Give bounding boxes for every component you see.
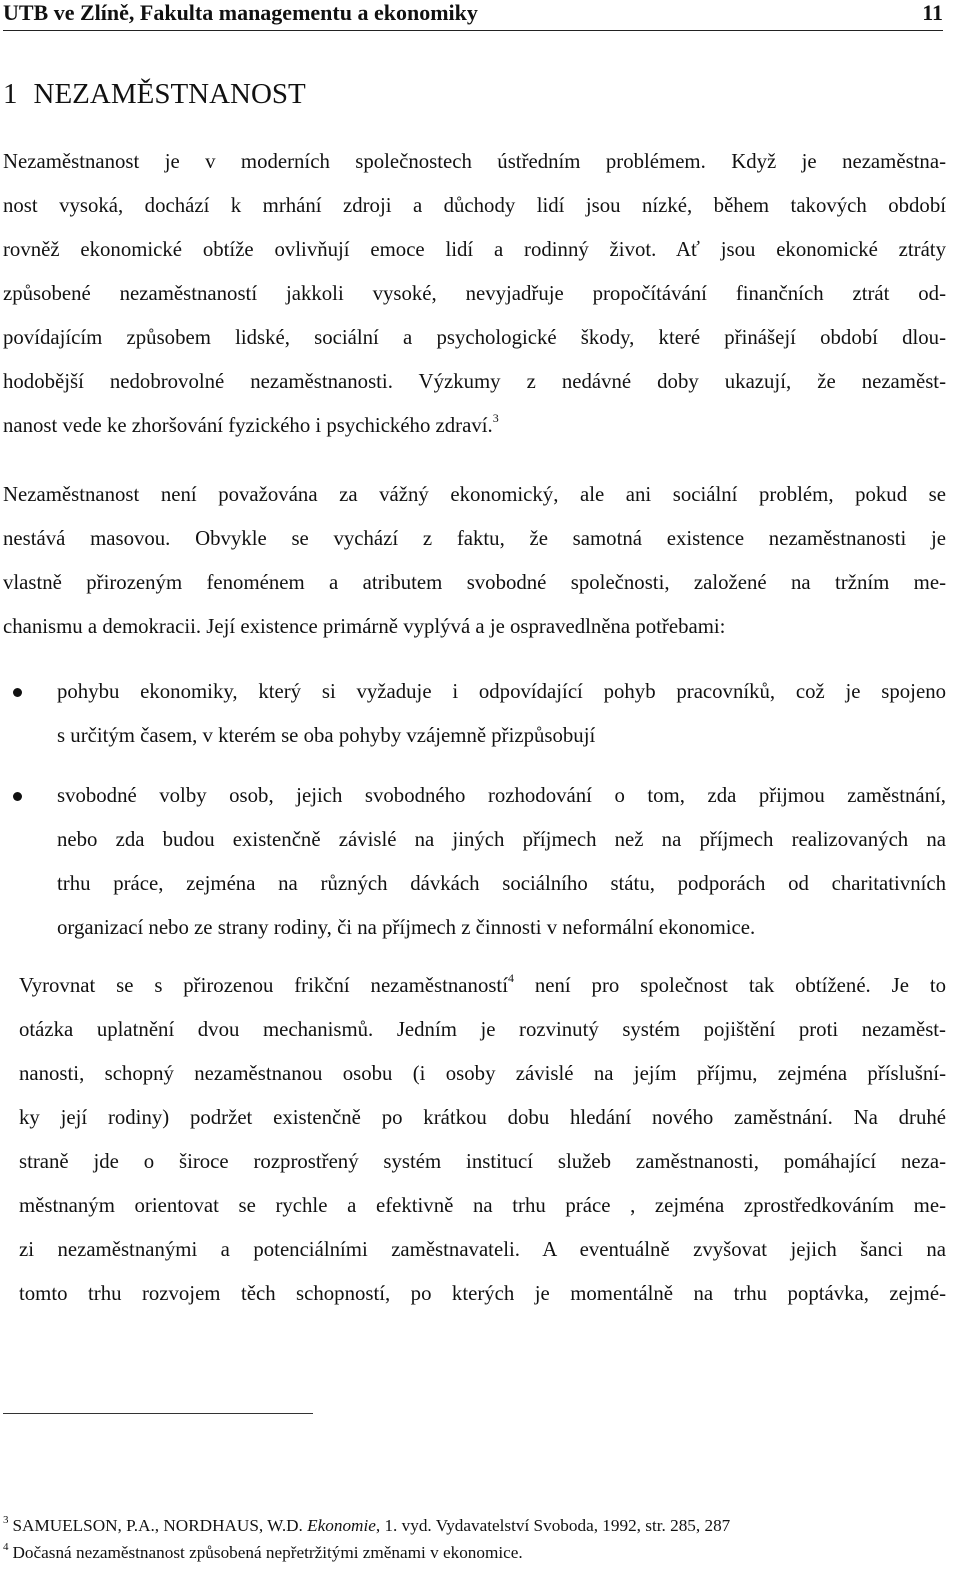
paragraph-line: tomto trhu rozvojem těch schopností, po kterých je momentálně na trhu poptávka, zejmé-	[19, 1282, 946, 1305]
running-header	[3, 0, 943, 28]
list-item	[3, 670, 946, 758]
list-item-line: svobodné volby osob, jejich svobodného rozhodování o tom, zda přijmou zaměstnání,	[57, 784, 946, 807]
paragraph-unemployment-social	[3, 473, 946, 649]
list-item-line: pohybu ekonomiky, který si vyžaduje i odpovídající pohyb pracovníků, což je spojeno	[57, 680, 946, 703]
footnote-book-title: Ekonomie	[307, 1516, 376, 1535]
paragraph-line	[19, 964, 946, 1008]
footnote-text: SAMUELSON, P.A., NORDHAUS, W.D.	[12, 1516, 308, 1535]
list-item-line: s určitým časem, v kterém se oba pohyby vzájemně přizpůsobují	[57, 724, 596, 747]
footnote-separator	[3, 1413, 313, 1414]
paragraph-line: otázka uplatnění dvou mechanismů. Jedním je rozvinutý systém pojištění proti nezaměst-	[19, 1018, 946, 1041]
list-item-line: trhu práce, zejména na různých dávkách sociálního státu, podporách od charitativních	[57, 872, 946, 895]
chapter-number: 1	[3, 78, 18, 110]
paragraph-line-text: není pro společnost tak obtížené. Je to	[514, 974, 946, 997]
paragraph-line-text: Vyrovnat se s přirozenou frikční nezaměstnaností	[19, 974, 508, 997]
paragraph-line: nestává masovou. Obvykle se vychází z faktu, že samotná existence nezaměstnanosti je	[3, 527, 946, 550]
bullet-dot-icon	[13, 792, 22, 801]
paragraph-line: zi nezaměstnanými a potenciálními zaměstnavateli. A eventuálně zvyšovat jejich šanci na	[19, 1238, 946, 1261]
chapter-title-text: NEZAMĚSTNANOST	[33, 78, 306, 110]
footnote-text: , 1. vyd. Vydavatelství Svoboda, 1992, str. 285, 287	[375, 1516, 731, 1535]
footnote-3	[3, 1512, 946, 1539]
footnote-reference[interactable]: 3	[492, 411, 499, 425]
footnote-reference[interactable]: 4	[508, 971, 514, 985]
footnote-number: 4	[3, 1541, 9, 1553]
paragraph-unemployment-intro	[3, 140, 946, 448]
paragraph-line: způsobené nezaměstnaností jakkoli vysoké, nevyjadřuje propočítávání finančních ztrát od-	[3, 282, 946, 305]
paragraph-line: vlastně přirozeným fenoménem a atributem svobodné společnosti, založené na tržním me-	[3, 571, 946, 594]
needs-bullet-list	[3, 670, 946, 966]
header-rule	[3, 30, 943, 31]
header-school-name: UTB ve Zlíně, Fakulta managementu a ekonomiky	[3, 0, 478, 25]
footnote-number: 3	[3, 1514, 9, 1526]
paragraph-line: povídajícím způsobem lidské, sociální a psychologické škody, které přinášejí období dlou-	[3, 326, 946, 349]
paragraph-frictional-unemployment	[19, 964, 946, 1316]
footnotes	[3, 1512, 946, 1566]
chapter-title	[3, 76, 306, 112]
paragraph-line-text: nanost vede ke zhoršování fyzického i psychického zdraví.	[3, 414, 493, 437]
paragraph-line: straně jde o široce rozprostřený systém institucí služeb zaměstnanosti, pomáhající neza-	[19, 1150, 946, 1173]
paragraph-line: nanosti, schopný nezaměstnanou osobu (i osoby závislé na jejím příjmu, zejména příslušní-	[19, 1062, 946, 1085]
paragraph-line: ky její rodiny) podržet existenčně po krátkou dobu hledání nového zaměstnání. Na druhé	[19, 1106, 946, 1129]
paragraph-line: Nezaměstnanost je v moderních společnostech ústředním problémem. Když je nezaměstna-	[3, 150, 946, 173]
list-item	[3, 774, 946, 950]
paragraph-line: chanismu a demokracii. Její existence primárně vyplývá a je ospravedlněna potřebami:	[3, 615, 726, 638]
paragraph-line-last	[3, 404, 946, 448]
paragraph-line: hodobější nedobrovolné nezaměstnanosti. Výzkumy z nedávné doby ukazují, že nezaměst-	[3, 370, 946, 393]
paragraph-line: rovněž ekonomické obtíže ovlivňují emoce lidí a rodinný život. Ať jsou ekonomické ztráty	[3, 238, 946, 261]
footnote-text: Dočasná nezaměstnanost způsobená nepřetržitými změnami v ekonomice.	[12, 1543, 523, 1562]
header-page-number: 11	[922, 0, 943, 25]
paragraph-line: Nezaměstnanost není považována za vážný ekonomický, ale ani sociální problém, pokud se	[3, 483, 946, 506]
list-item-line: nebo zda budou existenčně závislé na jiných příjmech než na příjmech realizovaných na	[57, 828, 946, 851]
list-item-line: organizací nebo ze strany rodiny, či na příjmech z činnosti v neformální ekonomice.	[57, 916, 756, 939]
paragraph-line: nost vysoká, dochází k mrhání zdroji a důchody lidí jsou nízké, během takových období	[3, 194, 946, 217]
footnote-4	[3, 1539, 946, 1566]
paragraph-line: městnaným orientovat se rychle a efektivně na trhu práce , zejména zprostředkováním me-	[19, 1194, 946, 1217]
bullet-dot-icon	[13, 688, 22, 697]
